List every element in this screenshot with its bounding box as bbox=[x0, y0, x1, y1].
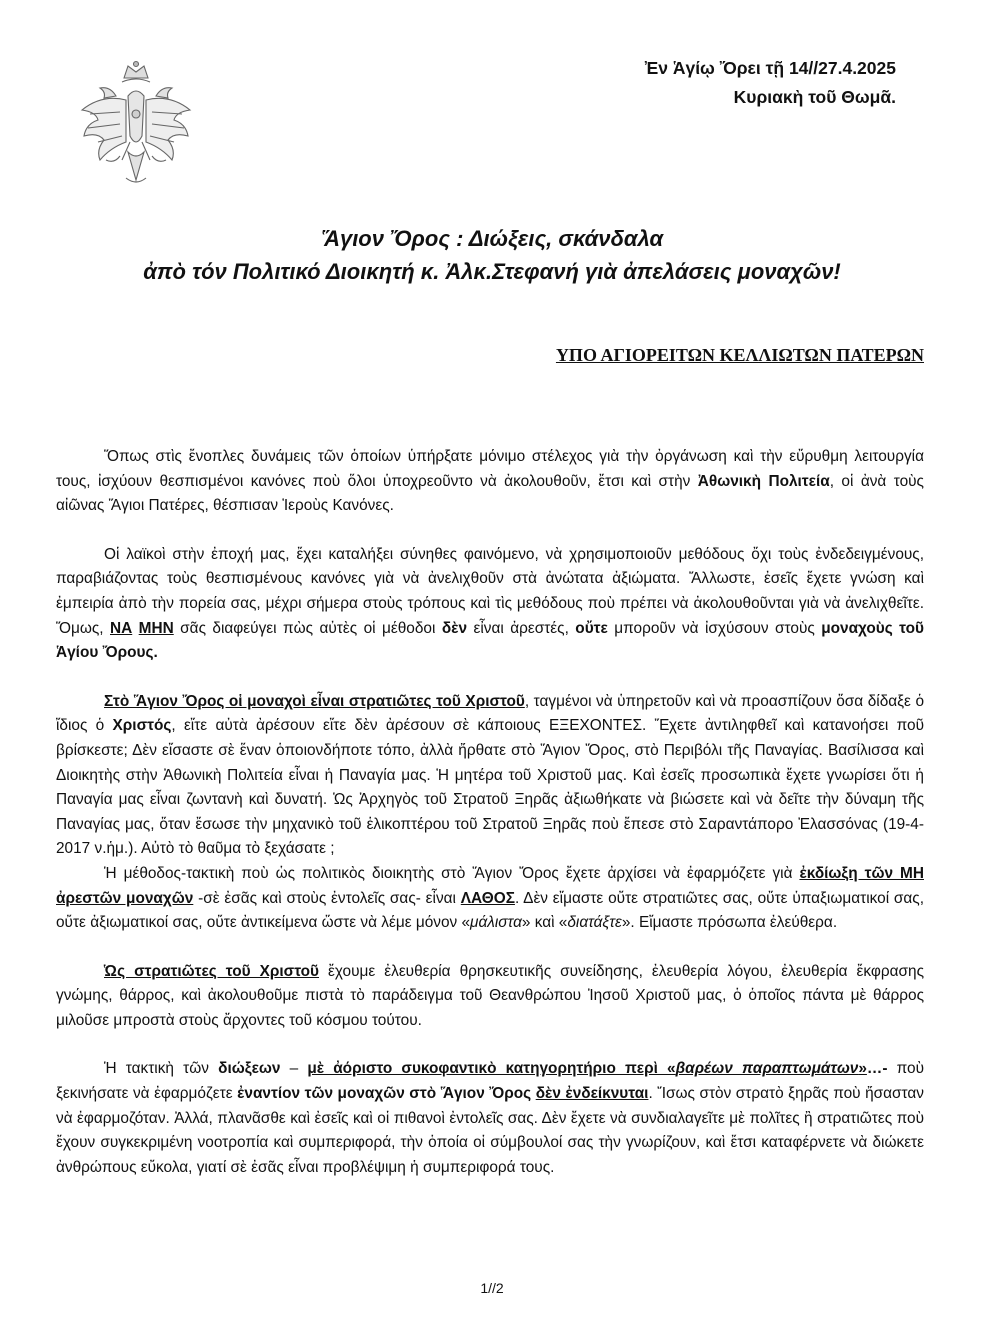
text: σᾶς διαφεύγει πὼς αὐτὲς οἱ μέθοδοι bbox=[173, 619, 442, 637]
dateline bbox=[645, 54, 896, 112]
text: » καὶ « bbox=[521, 914, 568, 932]
paragraph-2 bbox=[56, 543, 924, 666]
text: ποὺ ξεκινήσατε νὰ ἐφαρμόζετε bbox=[56, 1060, 924, 1103]
bold-text: Χριστός bbox=[112, 717, 172, 735]
text: – bbox=[280, 1060, 308, 1078]
paragraph-1 bbox=[56, 445, 924, 519]
italic-text: διατάξτε bbox=[567, 914, 622, 932]
text: Ἡ μέθοδος-τακτικὴ ποὺ ὡς πολιτικὸς διοικητὴς στὸ Ἅγιον Ὄρος ἔχετε ἀρχίσει νὰ ἐφαρμόζετε γιὰ bbox=[104, 864, 800, 882]
page-number: 1//2 bbox=[480, 1280, 504, 1296]
article-body bbox=[56, 445, 924, 1180]
emphasis: ΝΑ bbox=[110, 619, 133, 637]
bold-text: δὲν bbox=[441, 619, 468, 637]
bold-text: οὔτε bbox=[575, 619, 608, 637]
paragraph-3 bbox=[56, 690, 924, 862]
emphasis: » bbox=[858, 1060, 867, 1078]
title-line-2: ἀπὸ τόν Πολιτικό Διοικητή κ. Ἀλκ.Στεφανή γιὰ ἀπελάσεις μοναχῶν! bbox=[143, 259, 841, 284]
text: Οἱ λαϊκοὶ στὴν ἐποχή μας, ἔχει καταλήξει σύνηθες φαινόμενο, νὰ χρησιμοποιοῦν μεθόδους ὄχι τοὺς ἐνδεδειγμένους, παραβιάζοντας τοὺς θεσπισμένους κανόνες γιὰ νὰ ἀνελιχθοῦν στὰ ἀνώτατα ἀξιώματα. Ἄλλωστε, ἐσεῖς ἔχετε γνώση καὶ ἐμπειρία ἀπὸ τὴν πορεία σας, μέχρι σήμερα στοὺς τρόπους καὶ τὶς μεθόδους ποὺ πρέπει νὰ ἀκολουθοῦνται γιὰ νὰ ἀνελιχθεῖτε. Ὅμως, bbox=[56, 545, 924, 637]
emphasis: Ὡς στρατιῶτες τοῦ Χριστοῦ bbox=[104, 962, 320, 980]
bold-text: …- bbox=[866, 1060, 888, 1078]
text: -σὲ ἐσᾶς καὶ στοὺς ἐντολεῖς σας- εἶναι bbox=[193, 889, 461, 907]
text: Ὅπως στὶς ἔνοπλες δυνάμεις τῶν ὁποίων ὑπήρξατε μόνιμο στέλεχος γιὰ τὴν ὀργάνωση καὶ τὴν εὔρυθμη λειτουργία τους, ἰσχύουν θεσπισμένοι κανόνες ποὺ ὅλοι ὑποχρεοῦντο νὰ ἀκολουθοῦν, ἔτσι καὶ στὴν bbox=[56, 448, 924, 490]
text: . Δὲν εἴμαστε οὔτε στρατιῶτες σας, οὔτε ὑπαξιωματικοί σας, οὔτε ἀξιωματικοί σας, οὔτε ἀντικείμενα ὥστε νὰ λέμε μόνον « bbox=[56, 889, 925, 932]
bold-text: ἐναντίον τῶν μοναχῶν στὸ Ἅγιον Ὄρος bbox=[237, 1085, 536, 1103]
title-line-1: Ἅγιον Ὄρος : Διώξεις, σκάνδαλα bbox=[320, 226, 664, 251]
paragraph-5 bbox=[56, 960, 924, 1034]
text: Ἡ τακτικὴ τῶν bbox=[104, 1060, 219, 1078]
double-headed-eagle-icon bbox=[76, 56, 196, 188]
byline: ΥΠΟ ΑΓΙΟΡΕΙΤΩΝ ΚΕΛΛΙΩΤΩΝ ΠΑΤΕΡΩΝ bbox=[555, 345, 924, 365]
bold-text: Ἀθωνικὴ Πολιτεία bbox=[697, 472, 830, 490]
emphasis: μὲ ἀόριστο συκοφαντικὸ κατηγορητήριο περὶ « bbox=[307, 1060, 676, 1078]
day-line: Κυριακὴ τοῦ Θωμᾶ. bbox=[733, 87, 896, 107]
paragraph-4 bbox=[56, 862, 924, 936]
text: ἔχουμε ἐλευθερία θρησκευτικῆς συνείδησης, ἐλευθερία λόγου, ἐλευθερία ἔκφρασης γνώμης, θάρρος, καὶ ἀκολουθοῦμε πιστὰ τὸ παράδειγμα τοῦ Θεανθρώπου Ἰησοῦ Χριστοῦ μας, ὁ ὁποῖος πάντα μὲ θάρρος μιλοῦσε μπροστὰ στοὺς ἄρχοντες τοῦ κόσμου τούτου. bbox=[56, 962, 924, 1029]
emphasis: δὲν ἐνδείκνυται bbox=[535, 1085, 649, 1103]
bold-text: μοναχοὺς τοῦ Ἁγίου Ὄρους. bbox=[56, 619, 924, 662]
text: ». Εἴμαστε πρόσωπα ἐλεύθερα. bbox=[621, 914, 838, 932]
date-line: Ἐν Ἁγίῳ Ὄρει τῇ 14//27.4.2025 bbox=[644, 58, 896, 78]
emphasis: ἐκδίωξη τῶν ΜΗ ἀρεστῶν μοναχῶν bbox=[56, 864, 924, 907]
emphasis: ΜΗΝ bbox=[138, 619, 174, 637]
paragraph-6 bbox=[56, 1057, 924, 1180]
page-title bbox=[60, 222, 924, 288]
text: εἶναι ἀρεστές, bbox=[467, 619, 576, 637]
text: , εἴτε αὐτὰ ἀρέσουν εἴτε δὲν ἀρέσουν σὲ κάποιους ΕΞΕΧΟΝΤΕΣ. Ἔχετε ἀντιληφθεῖ καὶ κατανοήσει ποῦ βρίσκεστε; Δὲν εἴσαστε σὲ ἕναν ὁποιονδήποτε τόπο, ἀλλὰ ἤρθατε στὸ Ἅγιον Ὄρος, στὸ Περιβόλι τῆς Παναγίας. Βασίλισσα καὶ Διοικητὴς στὴν Ἀθωνικὴ Πολιτεία εἶναι ἡ Παναγία μας. Ἡ μητέρα τοῦ Χριστοῦ μας. Καὶ ἐσεῖς προσωπικὰ ἔχετε γνωρίσει ὅτι ἡ Παναγία μας εἶναι ζωντανὴ καὶ δυνατή. Ὡς Ἀρχηγὸς τοῦ Στρατοῦ Ξηρᾶς ἀξιωθήκατε νὰ βιώσετε καὶ νὰ δεῖτε τὴν δύναμη τῆς Παναγίας μας, ὅταν ἔσωσε τὴν μηχανικὸ τοῦ ἑλικοπτέρου τοῦ Στρατοῦ Ξηρᾶς ποὺ ἔπεσε στὸ Σαραντάπορο Ἐλασσόνας (19-4-2017 ν.ἡμ.). Αὐτὸ τὸ θαῦμα τὸ ξεχάσατε ; bbox=[56, 717, 925, 858]
bold-text: διώξεων bbox=[218, 1060, 281, 1078]
italic-text: μάλιστα bbox=[470, 914, 522, 932]
text: , οἱ ἀνὰ τοὺς αἰῶνας Ἅγιοι Πατέρες, θέσπισαν Ἱεροὺς Κανόνες. bbox=[56, 472, 924, 515]
emphasis: Στὸ Ἅγιον Ὄρος οἱ μοναχοὶ εἶναι στρατιῶτες τοῦ Χριστοῦ bbox=[104, 692, 525, 710]
text: , ταγμένοι νὰ ὑπηρετοῦν καὶ νὰ προασπίζουν ὅσα δίδαξε ὁ ἴδιος ὁ bbox=[56, 692, 924, 735]
emphasis: ΛΑΘΟΣ bbox=[460, 889, 515, 907]
emphasis-italic: βαρέων παραπτωμάτων bbox=[675, 1060, 859, 1078]
text: μποροῦν νὰ ἰσχύσουν στοὺς bbox=[607, 619, 822, 637]
text: . Ἴσως στὸν στρατὸ ξηρᾶς ποὺ ἤσασταν νὰ ἐφαρμοζόταν. Ἀλλά, πλανᾶσθε καὶ ἐσεῖς καὶ οἱ πιθανοὶ ἐντολεῖς σας. Δὲν ἔχετε νὰ συνδιαλαγεῖτε μὲ πολῖτες ἢ στρατιῶτες ποὺ ἔχουν συγκεκριμένη νοοτροπία καὶ συμπεριφορά, τὴν ὁποία οἱ σύμβουλοί σας τὴν γνωρίζουν, καὶ ἔτσι καταφέρνετε νὰ διώκετε ἀνθρώπους εὔκολα, γιατί σὲ ἐσᾶς εἶναι προβλέψιμη ἡ συμπεριφορά τους. bbox=[56, 1085, 925, 1176]
